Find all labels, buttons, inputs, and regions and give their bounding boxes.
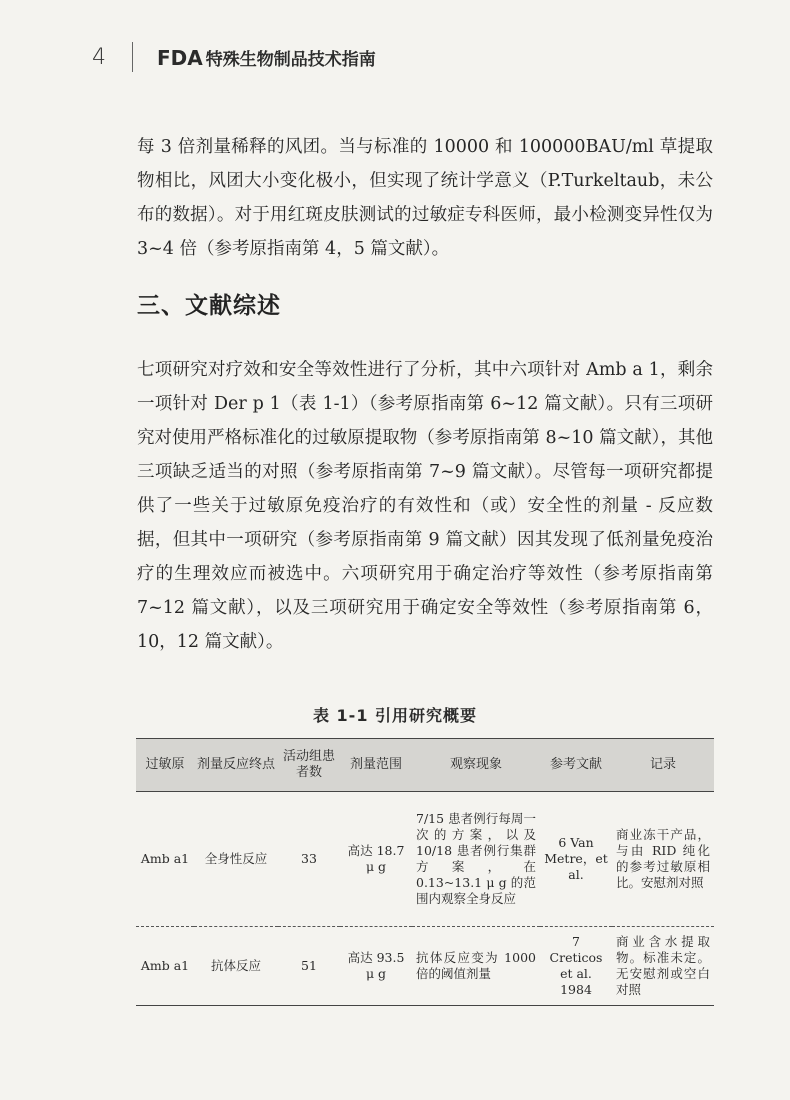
header-dose: 剂量范围 <box>349 757 402 772</box>
table-caption: 表 1-1 引用研究概要 <box>312 706 478 725</box>
book-title-text: 特殊生物制品技术指南 <box>205 49 376 70</box>
cell-notes: 商业冻干产品，与由 RID 纯化的参考过敏原相比。安慰剂对照 <box>616 827 710 890</box>
book-title <box>157 45 376 70</box>
table-header-row <box>136 739 714 792</box>
cell-dose: 高达 93.5 μ g <box>347 950 405 981</box>
header-reference: 参考文献 <box>549 757 602 772</box>
header-patients: 活动组患者数 <box>282 749 335 780</box>
cell-reference: 6 Van Metre，et al. <box>544 835 608 882</box>
cell-endpoint: 抗体反应 <box>210 958 261 973</box>
header-notes: 记录 <box>649 757 676 772</box>
cell-notes: 商业含水提取物。标准未定。无安慰剂或空白对照 <box>616 934 710 997</box>
header-observation: 观察现象 <box>449 757 502 772</box>
page-number: 4 <box>92 44 106 70</box>
section-heading: 三、文献综述 <box>137 293 281 319</box>
page-header <box>92 40 376 74</box>
cell-endpoint: 全身性反应 <box>204 851 268 866</box>
cell-observation: 7/15 患者例行每周一次的方案，以及 10/18 患者例行集群方案，在 0.13~13.1 μ g 的范围内观察全身反应 <box>416 811 536 906</box>
header-divider <box>132 42 133 72</box>
table-row <box>136 927 714 1006</box>
cell-observation: 抗体反应变为 1000 倍的阈值剂量 <box>416 950 536 981</box>
cell-allergen: Amb a1 <box>140 958 190 973</box>
book-abbr: FDA <box>157 45 203 70</box>
table-row <box>136 792 714 927</box>
intro-paragraph: 每 3 倍剂量稀释的风团。当与标准的 10000 和 100000BAU/ml 草提取物相比，风团大小变化极小，但实现了统计学意义（P.Turkeltaub，未公布的数据）。对于用红斑皮肤测试的过敏症专科医师，最小检测变异性仅为 3~4 倍（参考原指南第 4，5 篇文献）。 <box>137 137 713 259</box>
cell-patients: 33 <box>301 851 317 866</box>
review-paragraph: 七项研究对疗效和安全等效性进行了分析，其中六项针对 Amb a 1，剩余一项针对 Der p 1（表 1-1）（参考原指南第 6~12 篇文献）。只有三项研究对使用严格标准化的过敏原提取物（参考原指南第 8~10 篇文献），其他三项缺乏适当的对照（参考原指南第 7~9 篇文献）。尽管每一项研究都提供了一些关于过敏原免疫治疗的有效性和（或）安全性的剂量 - 反应数据，但其中一项研究（参考原指南第 9 篇文献）因其发现了低剂量免疫治疗的生理效应而被选中。六项研究用于确定治疗等效性（参考原指南第 7~12 篇文献），以及三项研究用于确定安全等效性（参考原指南第 6，10，12 篇文献）。 <box>137 360 713 652</box>
cell-patients: 51 <box>301 958 317 973</box>
cell-dose: 高达 18.7 μ g <box>347 843 405 874</box>
cell-reference: 7 Creticos et al. 1984 <box>549 934 603 997</box>
study-summary-table <box>136 738 714 1006</box>
header-allergen: 过敏原 <box>145 757 185 772</box>
header-endpoint: 剂量反应终点 <box>196 757 275 772</box>
cell-allergen: Amb a1 <box>140 851 190 866</box>
